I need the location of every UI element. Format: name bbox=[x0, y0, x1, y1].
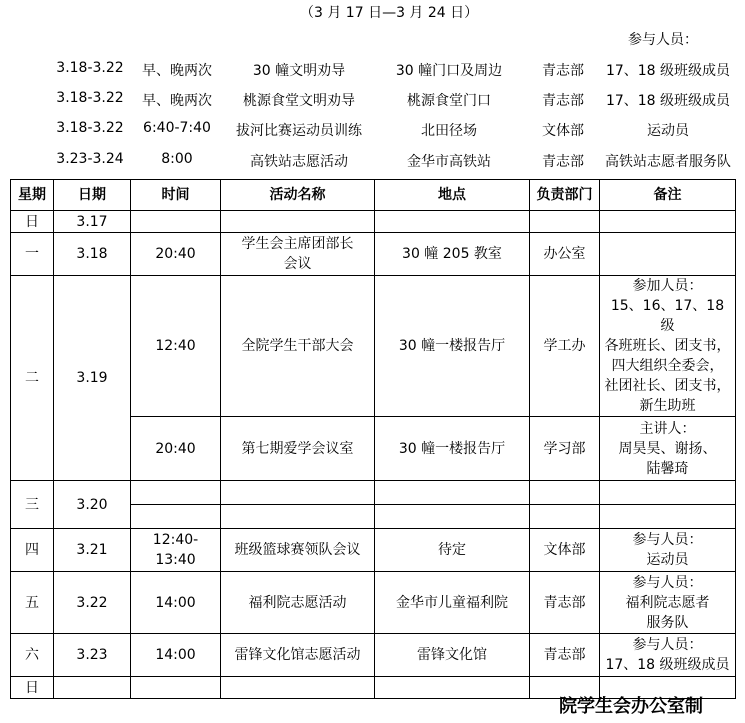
activity-cell: 全院学生干部大会 bbox=[221, 276, 375, 417]
pre-event-place: 30 幢门口及周边 bbox=[395, 63, 503, 79]
header-date: 日期 bbox=[54, 180, 131, 211]
date-cell: 3.21 bbox=[54, 529, 131, 572]
notes-cell: 参与人员： 17、18 级班级成员 bbox=[600, 634, 736, 677]
location-cell: 待定 bbox=[375, 529, 530, 572]
notes-cell: 参与人员： 福利院志愿者 服务队 bbox=[600, 572, 736, 634]
pre-event-dept: 青志部 bbox=[542, 154, 584, 170]
weekday-cell: 一 bbox=[11, 233, 54, 276]
pre-event-name: 桃源食堂文明劝导 bbox=[243, 93, 355, 109]
weekday-cell: 日 bbox=[11, 211, 54, 233]
location-cell: 雷锋文化馆 bbox=[375, 634, 530, 677]
table-row bbox=[11, 233, 736, 276]
date-cell: 3.22 bbox=[54, 572, 131, 634]
pre-event-dept: 青志部 bbox=[542, 63, 584, 79]
table-row bbox=[11, 634, 736, 677]
date-range: （3 月 17 日—3 月 24 日） bbox=[300, 5, 479, 21]
department-cell: 青志部 bbox=[530, 634, 600, 677]
header-activity: 活动名称 bbox=[221, 180, 375, 211]
pre-event-time: 早、晚两次 bbox=[142, 63, 212, 79]
time-cell: 20:40 bbox=[131, 233, 221, 276]
header-department: 负责部门 bbox=[530, 180, 600, 211]
pre-event-place: 北田径场 bbox=[421, 123, 477, 139]
department-cell: 办公室 bbox=[530, 233, 600, 276]
activity-cell: 班级篮球赛领队会议 bbox=[221, 529, 375, 572]
header-location: 地点 bbox=[375, 180, 530, 211]
footer-signature: 院学生会办公室制 bbox=[559, 696, 703, 717]
pre-event-people: 17、18 级班级成员 bbox=[605, 93, 731, 109]
activity-cell: 学生会主席团部长 会议 bbox=[221, 233, 375, 276]
pre-event-place: 金华市高铁站 bbox=[407, 154, 491, 170]
table-row bbox=[11, 481, 736, 505]
pre-event-dept: 文体部 bbox=[542, 123, 584, 139]
table-row bbox=[11, 276, 736, 417]
time-cell: 20:40 bbox=[131, 417, 221, 481]
department-cell: 学工办 bbox=[530, 276, 600, 417]
pre-event-name: 拔河比赛运动员训练 bbox=[236, 123, 362, 139]
pre-event-date: 3.23-3.24 bbox=[56, 151, 124, 167]
pre-event-row bbox=[0, 120, 745, 140]
table-header-row bbox=[11, 180, 736, 211]
time-cell: 12:40- 13:40 bbox=[131, 529, 221, 572]
header-notes: 备注 bbox=[600, 180, 736, 211]
pre-event-time: 8:00 bbox=[161, 151, 193, 167]
pre-event-name: 30 幢文明劝导 bbox=[252, 63, 346, 79]
date-cell: 3.19 bbox=[54, 276, 131, 481]
weekday-cell: 日 bbox=[11, 677, 54, 699]
header-time: 时间 bbox=[131, 180, 221, 211]
pre-event-date: 3.18-3.22 bbox=[56, 60, 124, 76]
pre-event-people: 高铁站志愿者服务队 bbox=[605, 154, 731, 170]
notes-cell: 参与人员： 运动员 bbox=[600, 529, 736, 572]
table-row bbox=[11, 572, 736, 634]
weekday-cell: 六 bbox=[11, 634, 54, 677]
activity-cell: 福利院志愿活动 bbox=[221, 572, 375, 634]
weekday-cell: 二 bbox=[11, 276, 54, 481]
activity-cell: 第七期爱学会议室 bbox=[221, 417, 375, 481]
time-cell: 14:00 bbox=[131, 572, 221, 634]
pre-event-people: 运动员 bbox=[647, 123, 689, 139]
header-weekday: 星期 bbox=[11, 180, 54, 211]
table-row bbox=[11, 529, 736, 572]
weekday-cell: 五 bbox=[11, 572, 54, 634]
location-cell: 30 幢一楼报告厅 bbox=[375, 276, 530, 417]
table-row bbox=[11, 211, 736, 233]
weekday-cell: 三 bbox=[11, 481, 54, 529]
pre-event-row bbox=[0, 60, 745, 80]
department-cell: 文体部 bbox=[530, 529, 600, 572]
weekday-cell: 四 bbox=[11, 529, 54, 572]
pre-event-dept: 青志部 bbox=[542, 93, 584, 109]
location-cell: 金华市儿童福利院 bbox=[375, 572, 530, 634]
pre-event-date: 3.18-3.22 bbox=[56, 90, 124, 106]
pre-event-name: 高铁站志愿活动 bbox=[250, 154, 348, 170]
participants-label: 参与人员： bbox=[628, 32, 698, 48]
pre-event-row bbox=[0, 151, 745, 171]
notes-cell: 参加人员： 15、16、17、18 级 各班班长、团支书， 四大组织全委会， 社团社长、团支书， 新生助班 bbox=[600, 276, 736, 417]
date-cell: 3.18 bbox=[54, 233, 131, 276]
date-cell: 3.17 bbox=[54, 211, 131, 233]
notes-cell: 主讲人： 周昊昊、谢扬、 陆馨琦 bbox=[600, 417, 736, 481]
department-cell: 青志部 bbox=[530, 572, 600, 634]
date-cell: 3.20 bbox=[54, 481, 131, 529]
pre-event-people: 17、18 级班级成员 bbox=[605, 63, 731, 79]
department-cell: 学习部 bbox=[530, 417, 600, 481]
pre-event-date: 3.18-3.22 bbox=[56, 120, 124, 136]
pre-event-place: 桃源食堂门口 bbox=[407, 93, 491, 109]
location-cell: 30 幢 205 教室 bbox=[375, 233, 530, 276]
date-cell: 3.23 bbox=[54, 634, 131, 677]
schedule-table bbox=[10, 179, 736, 699]
pre-event-time: 6:40-7:40 bbox=[143, 120, 211, 136]
pre-event-row bbox=[0, 90, 745, 110]
time-cell: 12:40 bbox=[131, 276, 221, 417]
pre-event-time: 早、晚两次 bbox=[142, 93, 212, 109]
activity-cell: 雷锋文化馆志愿活动 bbox=[221, 634, 375, 677]
location-cell: 30 幢一楼报告厅 bbox=[375, 417, 530, 481]
time-cell: 14:00 bbox=[131, 634, 221, 677]
